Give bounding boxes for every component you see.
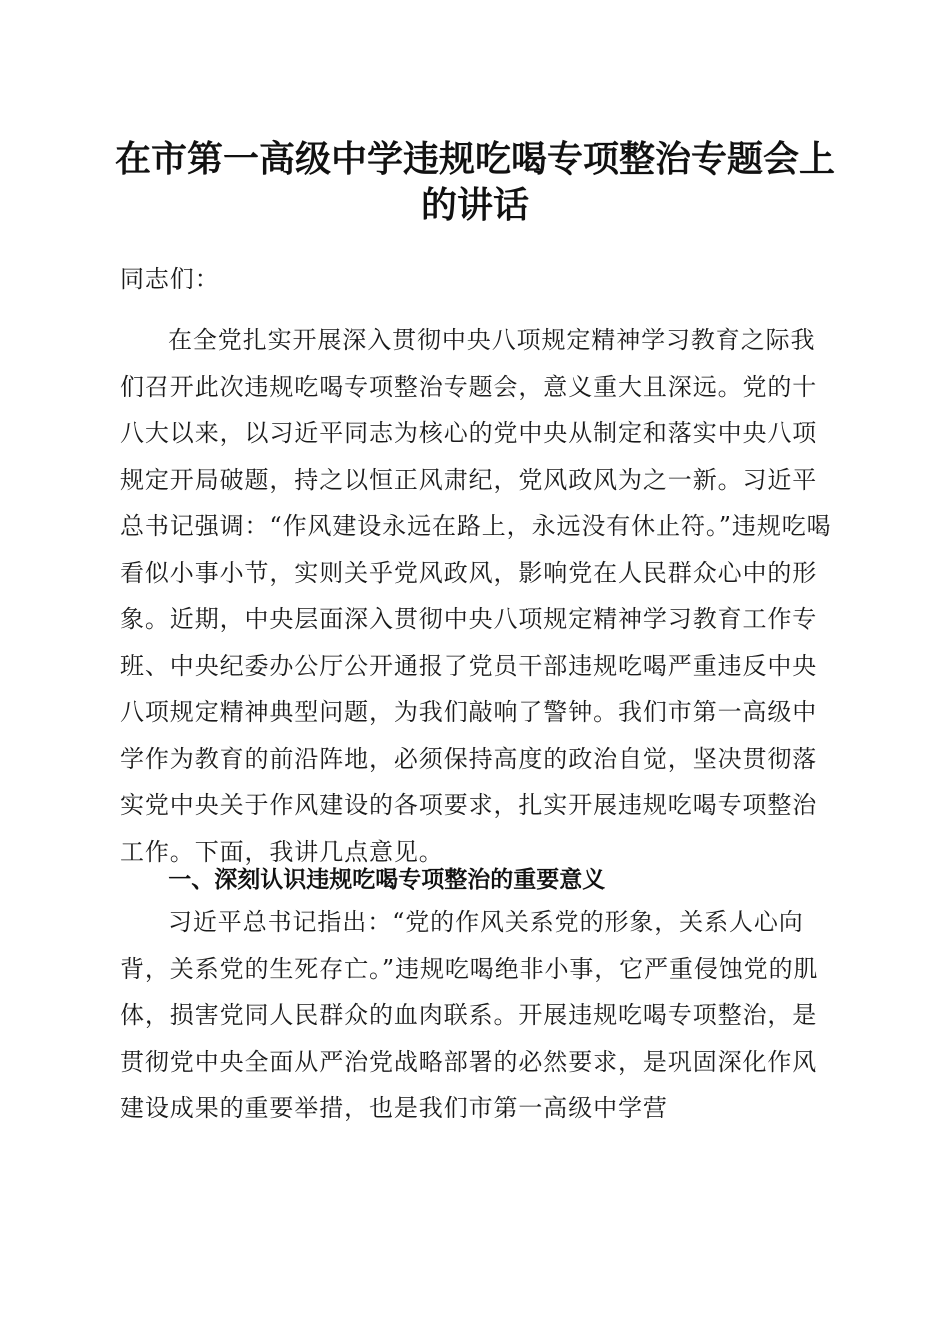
paragraph-2: 习近平总书记指出：“党的作风关系党的形象，关系人心向背，关系党的生死存亡。”违规吃喝绝非小事，它严重侵蚀党的肌体，损害党同人民群众的血肉联系。开展违规吃喝专项整治，是贯彻党中央全面从严治党战略部署的必然要求，是巩固深化作风建设成果的重要举措，也是我们市第一高级中学营 <box>120 908 819 1122</box>
document-title-line-1: 在市第一高级中学违规吃喝专项整治专题会上 <box>114 139 835 180</box>
greeting: 同志们： <box>120 265 220 293</box>
section-1-heading: 一、深刻认识违规吃喝专项整治的重要意义 <box>168 867 606 893</box>
paragraph-1: 在全党扎实开展深入贯彻中央八项规定精神学习教育之际我们召开此次违规吃喝专项整治专题会，意义重大且深远。党的十八大以来，以习近平同志为核心的党中央从制定和落实中央八项规定开局破题，持之以恒正风肃纪，党风政风为之一新。习近平总书记强调：“作风建设永远在路上，永远没有休止符。”违规吃喝看似小事小节，实则关乎党风政风，影响党在人民群众心中的形象。近期，中央层面深入贯彻中央八项规定精神学习教育工作专班、中央纪委办公厅公开通报了党员干部违规吃喝严重违反中央八项规定精神典型问题，为我们敲响了警钟。我们市第一高级中学作为教育的前沿阵地，必须保持高度的政治自觉，坚决贯彻落实党中央关于作风建设的各项要求，扎实开展违规吃喝专项整治工作。下面，我讲几点意见。 <box>120 326 832 866</box>
document-title-line-2: 的讲话 <box>420 185 529 226</box>
